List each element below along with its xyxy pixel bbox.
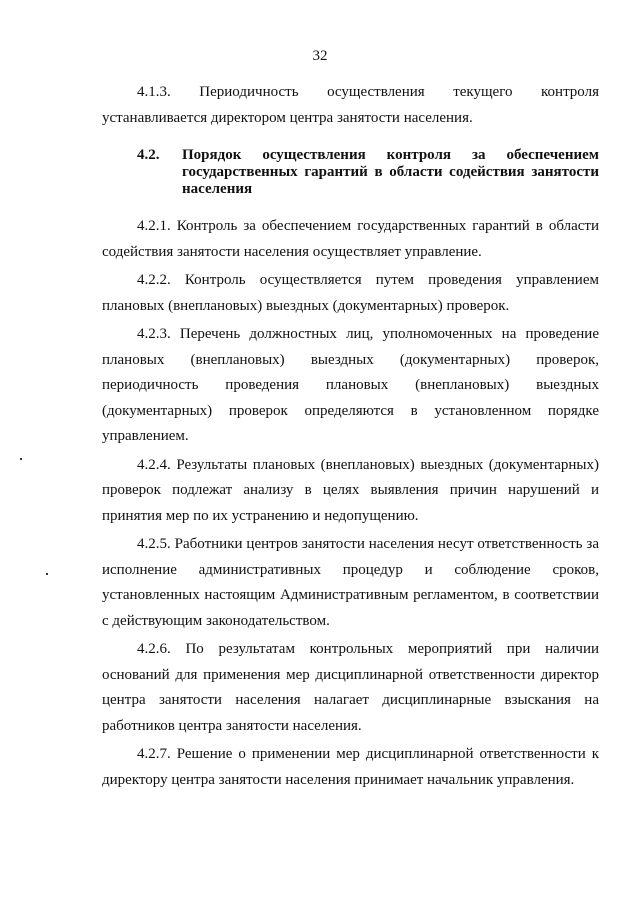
paragraph-4-2-3: 4.2.3. Перечень должностных лиц, уполномоченных на проведение плановых (внеплановых) выездных (документарных) проверок, периодичность проведения плановых (внеплановых) выездных (документарных) проверок определяются в установленном порядке управлением.	[102, 326, 599, 444]
scan-speck	[20, 458, 22, 460]
paragraph-4-2-4: 4.2.4. Результаты плановых (внеплановых) выездных (документарных) проверок подлежат анализу в целях выявления причин нарушений и принятия мер по их устранению и недопущению.	[102, 456, 599, 524]
section-number: 4.2.	[137, 147, 160, 163]
paragraph-4-2-6: 4.2.6. По результатам контрольных мероприятий при наличии оснований для применения мер дисциплинарной ответственности директор центра занятости населения налагает дисциплинарные взыскания на работников центра занятости населения.	[102, 641, 599, 734]
paragraph-4-2-2: 4.2.2. Контроль осуществляется путем проведения управлением плановых (внеплановых) выездных (документарных) проверок.	[102, 272, 599, 314]
page-number: 32	[312, 48, 328, 64]
section-heading	[102, 147, 599, 198]
paragraph-4-1-3: 4.1.3. Периодичность осуществления текущего контроля устанавливается директором центра занятости населения.	[102, 84, 599, 126]
paragraph-4-2-1: 4.2.1. Контроль за обеспечением государственных гарантий в области содействия занятости населения осуществляет управление.	[102, 218, 599, 260]
paragraph-4-2-7: 4.2.7. Решение о применении мер дисциплинарной ответственности к директору центра занятости населения принимает начальник управления.	[102, 746, 599, 788]
paragraph-4-2-5: 4.2.5. Работники центров занятости населения несут ответственность за исполнение административных процедур и соблюдение сроков, установленных настоящим Административным регламентом, в соответствии с действующим законодательством.	[102, 536, 599, 629]
section-title: Порядок осуществления контроля за обеспечением государственных гарантий в области содействия занятости населения	[182, 147, 599, 197]
document-body	[102, 80, 599, 796]
scan-speck	[46, 573, 48, 575]
